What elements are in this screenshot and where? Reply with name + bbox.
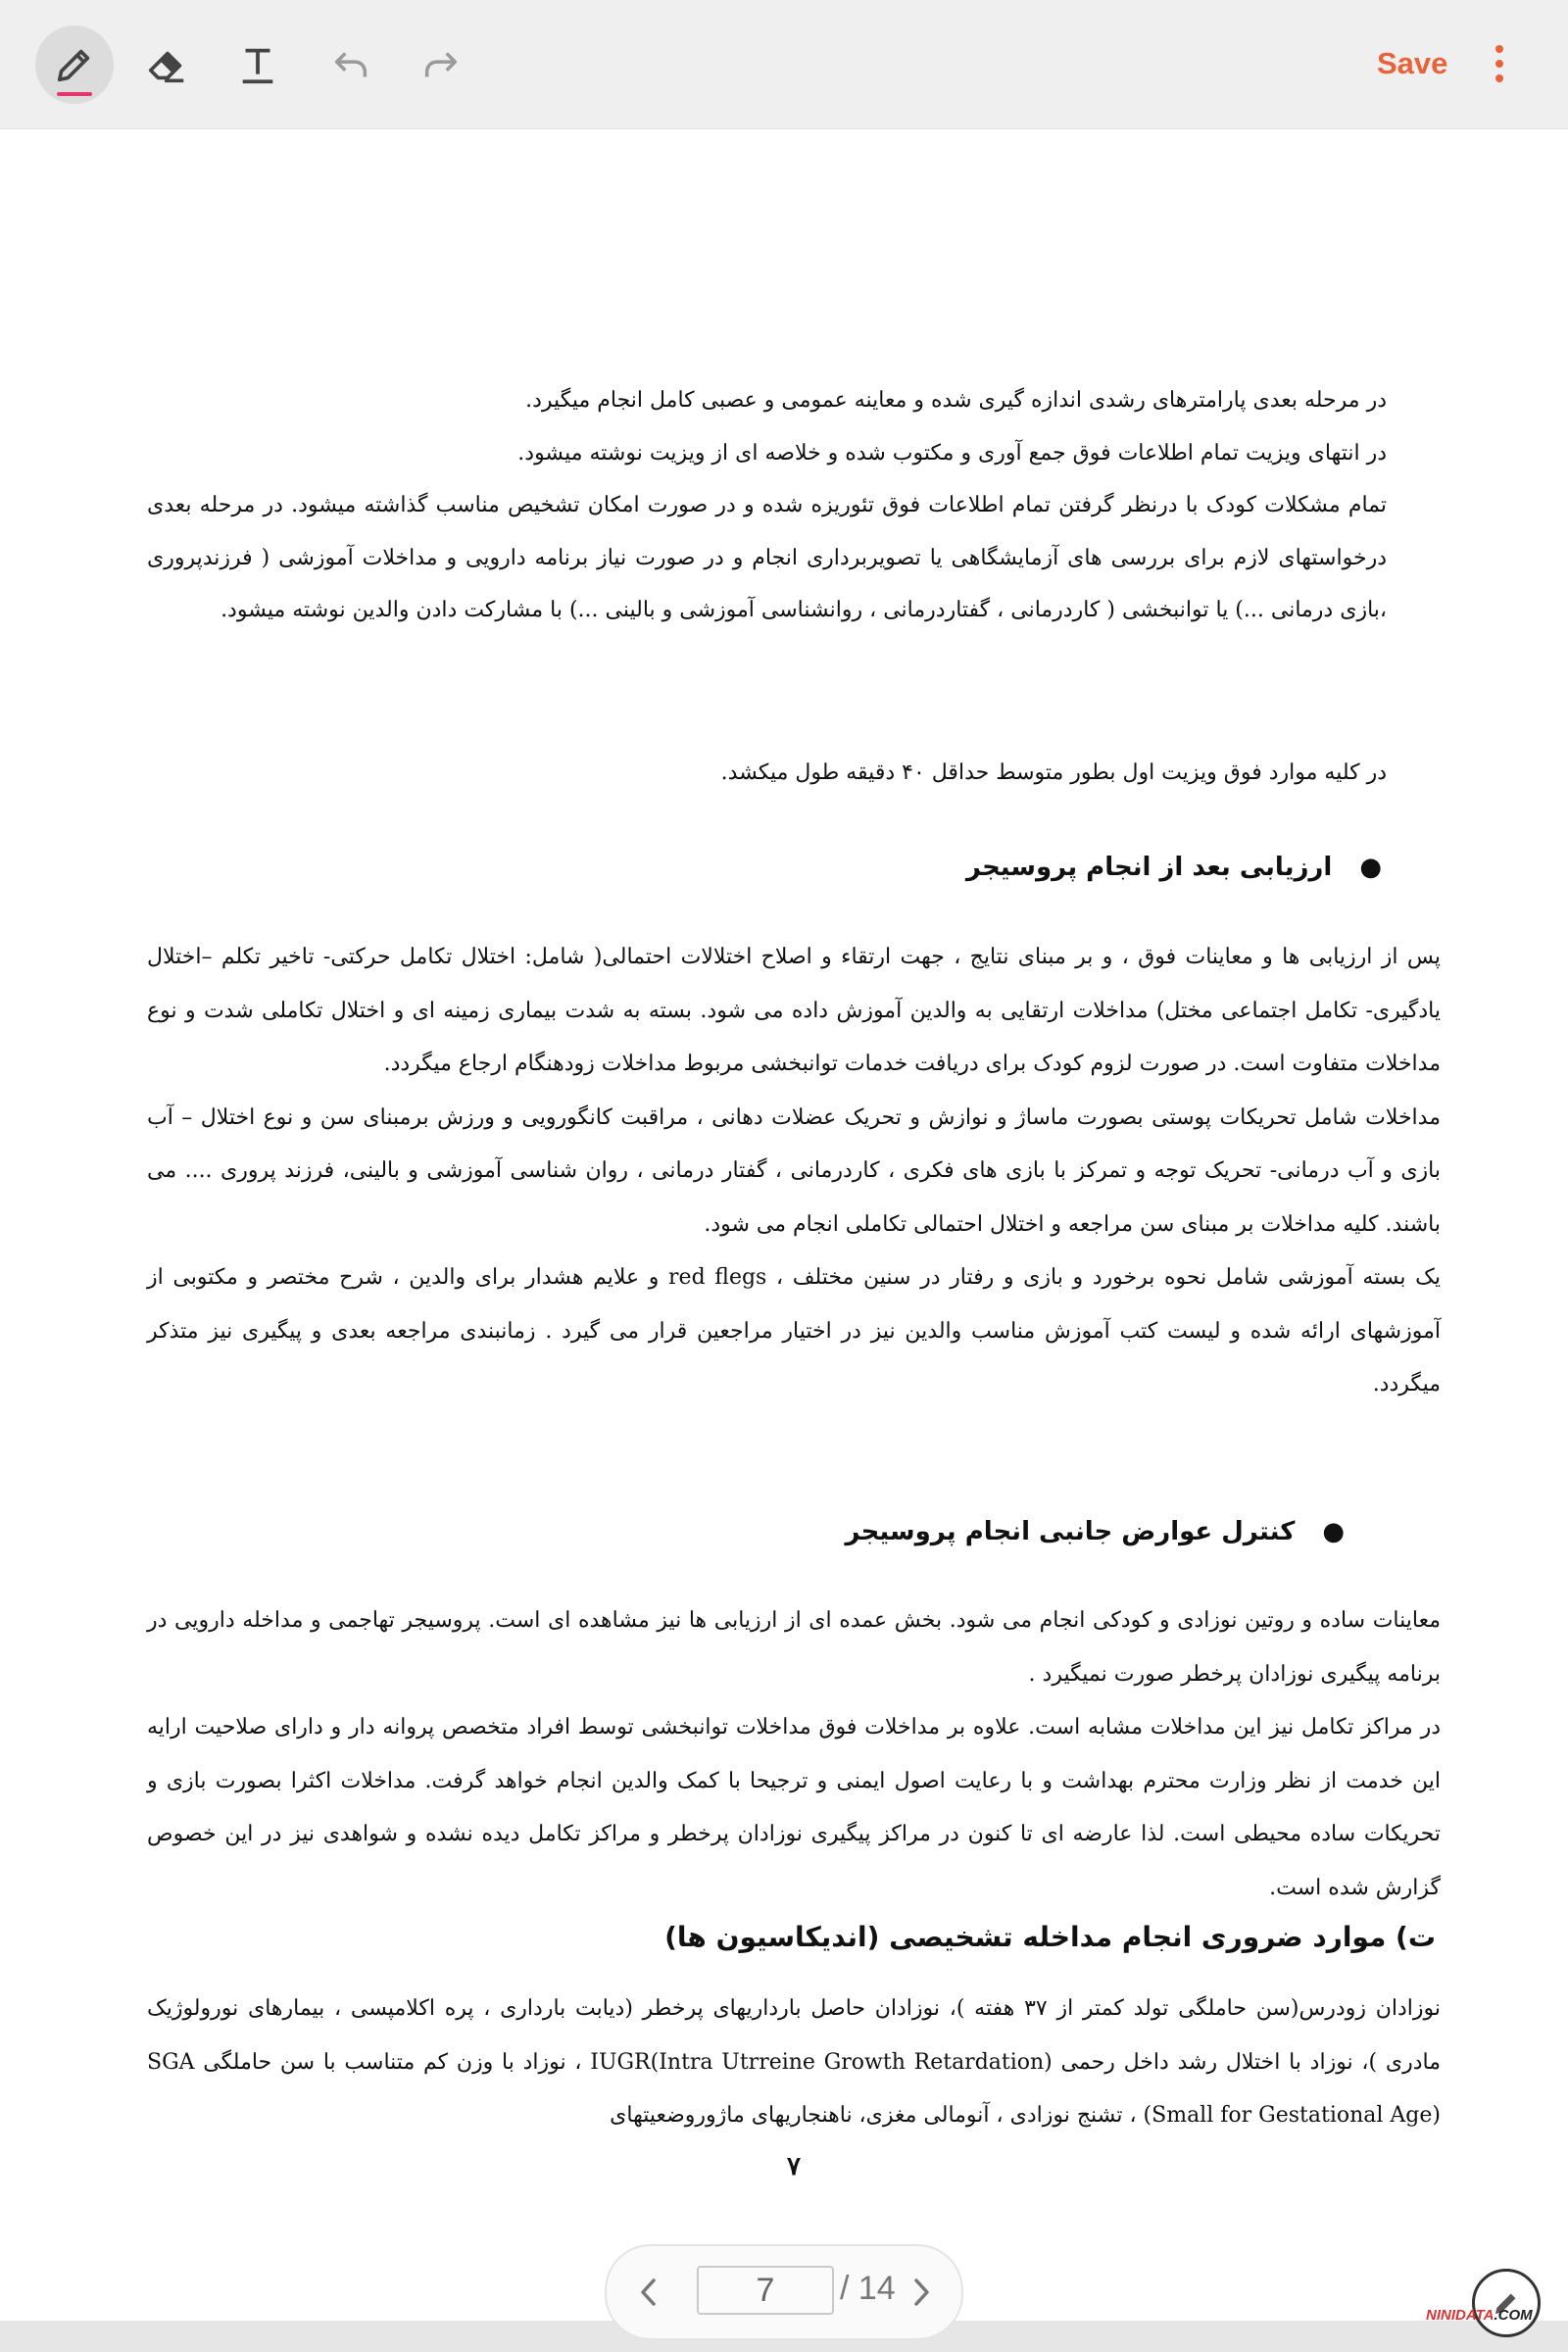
post-evaluation-section	[147, 931, 1441, 1412]
paragraph: در مراکز تکامل نیز این مداخلات مشابه است. علاوه بر مداخلات فوق مداخلات توانبخشی توسط افراد متخصص پروانه دار و دارای صلاحیت ارایه این خدمت از نظر وزارت محترم بهداشت و با رعایت اصول ایمنی و ترجیحا با کمک والدین انجام خواهد گرفت. مداخلات اکثرا بصورت بازی و تحریکات ساده محیطی است. لذا عارضه ای تا کنون در مراکز پیگیری نوزادان پرخطر و مراکز تکامل دیده نشده و شواهدی نیز در این خصوص گزارش شده است.	[147, 1715, 1441, 1900]
heading-text: ارزیابی بعد از انجام پروسیجر	[965, 853, 1333, 882]
indications-paragraph: نوزادان زودرس(سن حاملگی تولد کمتر از ۳۷ هفته )، نوزادان حاصل بارداریهای پرخطر (دیابت بارداری ، پره اکلامپسی ، بیمارهای نورولوژیک مادری )، نوزاد با اختلال رشد داخل رحمی IUGR(Intra Utrreine Growth Retardation) ، نوزاد با وزن کم متناسب با سن حاملگی SGA (Small for Gestational Age) ، تشنج نوزادی ، آنومالی مغزی، ناهنجاریهای ماژوروضعیتهای	[147, 1996, 1442, 2128]
eraser-icon	[144, 42, 189, 87]
paragraph: مداخلات شامل تحریکات پوستی بصورت ماساژ و نوازش و تحریک عضلات دهانی ، مراقبت کانگورویی و ورزش برمبنای سن و نوع اختلال – آب بازی و آب درمانی- تحریک توجه و تمرکز با بازی های فکری ، کاردرمانی ، گفتار درمانی ، روان شناسی آموزشی و بالینی، فرزند پروری .... می باشند. کلیه مداخلات بر مبنای سن مراجعه و اختلال احتمالی تکاملی انجام می شود.	[147, 1104, 1441, 1237]
chevron-right-icon	[899, 2268, 944, 2317]
side-effects-section	[147, 1594, 1441, 1915]
section-heading-post-evaluation	[966, 853, 1382, 882]
paragraph: تمام مشکلات کودک با درنظر گرفتن تمام اطلاعات فوق تئوریزه شده و در صورت امکان تشخیص مناسب گذاشته میشود. در مرحله بعدی درخواستهای لازم برای بررسی های آزمایشگاهی یا تصویربرداری انجام و در صورت نیاز برنامه دارویی و مداخلات آموزشی ( فرزندپروری ،بازی درمانی ...) یا توانبخشی ( کاردرمانی ، گفتاردرمانی ، روانشناسی آموزشی و بالینی ...) با مشارکت دادن والدین نوشته میشود.	[147, 493, 1387, 622]
redo-button[interactable]	[402, 25, 480, 104]
undo-button[interactable]	[312, 25, 390, 104]
pen-active-indicator	[57, 92, 92, 96]
pen-icon	[52, 42, 97, 87]
next-page-button[interactable]	[899, 2268, 944, 2317]
eraser-tool-button[interactable]	[127, 25, 206, 104]
paragraph: در مرحله بعدی پارامترهای رشدی اندازه گیری شده و معاینه عمومی و عصبی کامل انجام میگیرد.	[525, 388, 1387, 413]
page-number-input[interactable]	[697, 2266, 834, 2315]
bullet-icon: ●	[1322, 1517, 1345, 1546]
chevron-left-icon	[626, 2268, 671, 2317]
document-page-number: ۷	[787, 2152, 801, 2181]
page-navigator	[605, 2244, 963, 2340]
watermark-suffix: .COM	[1494, 2307, 1533, 2324]
paragraph: یک بسته آموزشی شامل نحوه برخورد و بازی و رفتار در سنین مختلف ، red flegs و علایم هشدار برای والدین ، شرح مختصر و مکتوبی از آموزشهای ارائه شده و لیست کتب آموزش مناسب والدین نیز در اختیار مراجعین قرار می گیرد . زمانبندی مراجعه بعدی و پیگیری نیز متذکر میگردد.	[147, 1265, 1441, 1396]
more-vertical-icon	[1480, 39, 1519, 88]
section-heading-indications: ت) موارد ضروری انجام مداخله تشخیصی (اندیکاسیون ها)	[664, 1921, 1436, 1953]
previous-page-button[interactable]	[626, 2268, 671, 2317]
text-tool-button[interactable]	[219, 25, 297, 104]
section-heading-side-effects	[846, 1517, 1346, 1546]
bullet-icon: ●	[1359, 853, 1382, 882]
paragraph: پس از ارزیابی ها و معاینات فوق ، و بر مبنای نتایج ، جهت ارتقاء و اصلاح اختلالات احتمالی( شامل: اختلال تکامل حرکتی- تاخیر تکلم –اختلال یادگیری- تکامل اجتماعی مختل) مداخلات ارتقایی به والدین آموزش داده می شود. بسته به شدت بیماری زمینه ای و اختلال تکاملی شدت و نوع مداخلات متفاوت است. در صورت لزوم کودک برای دریافت خدمات توانبخشی مربوط مداخلات زودهنگام ارجاع میگردد.	[147, 945, 1441, 1076]
pen-tool-button[interactable]	[35, 25, 114, 104]
text-tool-icon	[235, 42, 280, 87]
undo-icon	[328, 42, 373, 87]
watermark-brand: NINIDATA	[1426, 2307, 1494, 2324]
paragraph: معاینات ساده و روتین نوزادی و کودکی انجام می شود. بخش عمده ای از ارزیابی ها نیز مشاهده ای است. پروسیجر تهاجمی و مداخله دارویی در برنامه پیگیری نوزادان پرخطر صورت نمیگیرد .	[147, 1608, 1441, 1687]
visit-duration-paragraph: در کلیه موارد فوق ویزیت اول بطور متوسط حداقل ۴۰ دقیقه طول میکشد.	[720, 760, 1387, 785]
watermark-logo	[1426, 2307, 1533, 2324]
save-button[interactable]: Save	[1377, 46, 1448, 80]
annotation-toolbar	[0, 0, 1568, 129]
redo-icon	[418, 42, 464, 87]
fill-sign-button[interactable]	[1472, 2269, 1541, 2337]
heading-text: کنترل عوارض جانبی انجام پروسیجر	[845, 1517, 1296, 1546]
intro-section	[147, 374, 1387, 637]
total-pages-label: / 14	[840, 2270, 896, 2307]
more-options-button[interactable]	[1480, 39, 1519, 88]
paragraph: در انتهای ویزیت تمام اطلاعات فوق جمع آوری و مکتوب شده و خلاصه ای از ویزیت نوشته میشود.	[517, 440, 1387, 466]
